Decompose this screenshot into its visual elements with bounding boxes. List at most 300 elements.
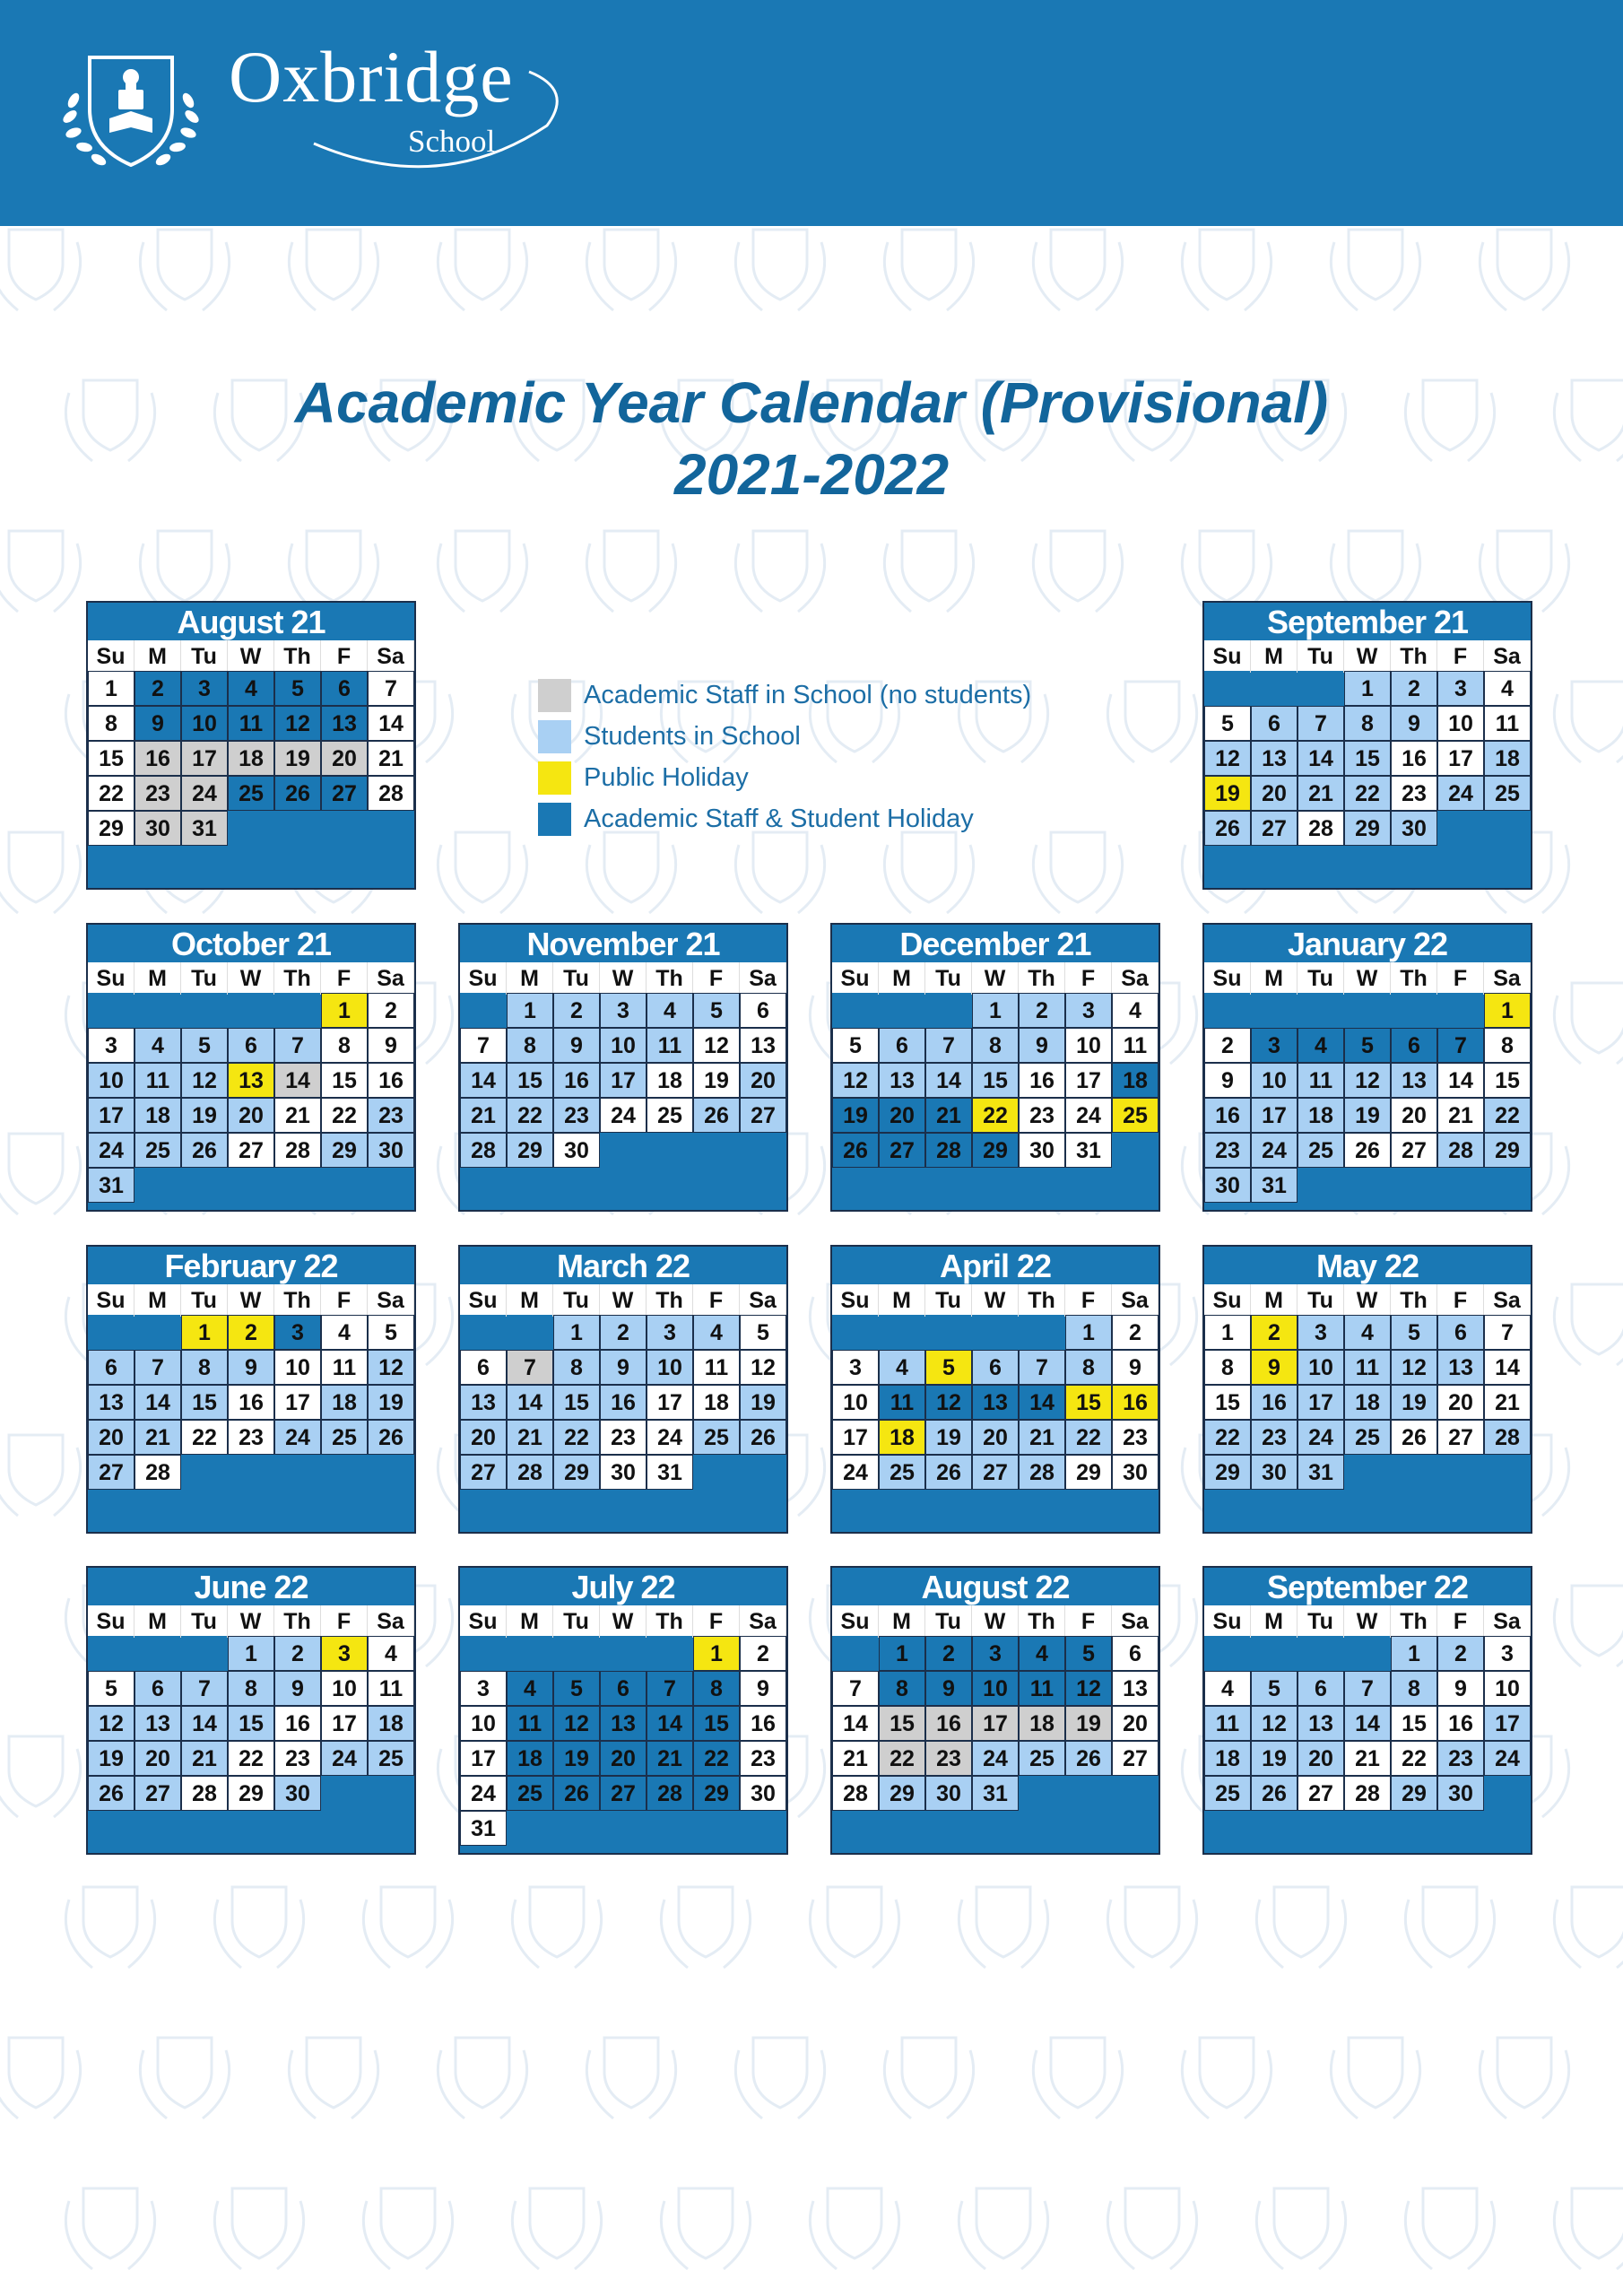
day-cell: 6 <box>1251 706 1298 741</box>
day-cell: 9 <box>1019 1028 1065 1063</box>
day-cell: 12 <box>1391 1350 1437 1385</box>
day-cell: 10 <box>321 1671 368 1706</box>
day-cell: 14 <box>1019 1385 1065 1420</box>
watermark-crest-icon <box>1033 230 1122 310</box>
day-grid <box>88 1315 414 1490</box>
day-cell: 16 <box>553 1063 600 1098</box>
day-cell: 11 <box>1112 1028 1159 1063</box>
day-cell: 23 <box>740 1741 786 1776</box>
weekday-label: Su <box>832 962 879 995</box>
weekday-header-row <box>88 1284 414 1315</box>
weekday-label: W <box>600 1284 647 1317</box>
day-cell: 1 <box>972 993 1019 1028</box>
day-cell: 20 <box>1112 1706 1159 1741</box>
day-cell: 6 <box>740 993 786 1028</box>
weekday-label: W <box>972 1284 1019 1317</box>
day-cell: 19 <box>368 1385 414 1420</box>
day-cell: 26 <box>1391 1420 1437 1455</box>
weekday-label: Su <box>88 640 135 673</box>
legend-label: Students in School <box>584 721 801 751</box>
day-cell: 29 <box>321 1133 368 1168</box>
weekday-label: W <box>228 640 274 673</box>
month-calendar <box>86 601 416 890</box>
day-cell: 17 <box>1065 1063 1112 1098</box>
weekday-label: M <box>135 640 181 673</box>
day-cell: 27 <box>135 1776 181 1811</box>
day-cell: 30 <box>1204 1168 1251 1203</box>
weekday-header-row <box>88 962 414 993</box>
day-cell: 14 <box>832 1706 879 1741</box>
day-cell: 15 <box>972 1063 1019 1098</box>
weekday-label: Tu <box>1298 640 1344 673</box>
day-cell: 3 <box>274 1315 321 1350</box>
month-title: August 22 <box>921 1569 1070 1605</box>
weekday-label: Su <box>1204 1605 1251 1638</box>
watermark-crest-icon <box>214 2188 303 2269</box>
legend-swatch <box>538 761 571 795</box>
day-cell: 26 <box>1251 1776 1298 1811</box>
day-cell: 19 <box>1344 1098 1391 1133</box>
watermark-crest-icon <box>438 2038 526 2118</box>
day-cell: 16 <box>228 1385 274 1420</box>
day-cell: 28 <box>1019 1455 1065 1490</box>
weekday-label: Sa <box>368 1284 414 1317</box>
day-cell: 9 <box>740 1671 786 1706</box>
day-cell: 16 <box>1204 1098 1251 1133</box>
day-cell: 4 <box>879 1350 925 1385</box>
day-cell: 1 <box>879 1636 925 1671</box>
day-cell: 13 <box>1298 1706 1344 1741</box>
day-cell: 17 <box>600 1063 647 1098</box>
watermark-crest-icon <box>438 832 526 913</box>
day-cell: 3 <box>647 1315 693 1350</box>
weekday-label: Sa <box>1484 1284 1531 1317</box>
watermark-crest-icon <box>65 2188 154 2269</box>
month-title: December 21 <box>899 926 1091 962</box>
empty-cell <box>507 1315 553 1350</box>
day-cell: 28 <box>925 1133 972 1168</box>
day-cell: 20 <box>879 1098 925 1133</box>
legend-item <box>538 716 1031 757</box>
day-cell: 21 <box>181 1741 228 1776</box>
school-crest-icon <box>54 47 208 185</box>
day-cell: 12 <box>553 1706 600 1741</box>
day-cell: 18 <box>1112 1063 1159 1098</box>
day-cell: 9 <box>135 706 181 741</box>
day-cell: 22 <box>1484 1098 1531 1133</box>
weekday-label: F <box>1065 1284 1112 1317</box>
day-cell: 28 <box>832 1776 879 1811</box>
watermark-crest-icon <box>0 1736 81 1817</box>
day-cell: 26 <box>740 1420 786 1455</box>
day-grid <box>1204 1315 1531 1490</box>
day-cell: 26 <box>1065 1741 1112 1776</box>
day-cell: 31 <box>1065 1133 1112 1168</box>
day-cell: 14 <box>925 1063 972 1098</box>
watermark-crest-icon <box>1107 682 1196 762</box>
day-cell: 5 <box>181 1028 228 1063</box>
weekday-label: F <box>321 1284 368 1317</box>
watermark-crest-icon <box>735 531 824 612</box>
empty-cell <box>1204 1636 1251 1671</box>
day-cell: 3 <box>88 1028 135 1063</box>
day-cell: 2 <box>925 1636 972 1671</box>
day-cell: 16 <box>368 1063 414 1098</box>
weekday-label: Su <box>88 1284 135 1317</box>
day-cell: 5 <box>832 1028 879 1063</box>
day-cell: 9 <box>600 1350 647 1385</box>
day-cell: 28 <box>368 776 414 811</box>
page-subtitle: 2021-2022 <box>673 442 950 507</box>
day-cell: 10 <box>600 1028 647 1063</box>
day-cell: 15 <box>1391 1706 1437 1741</box>
watermark-crest-icon <box>289 531 378 612</box>
day-cell: 27 <box>460 1455 507 1490</box>
watermark-crest-icon <box>1554 2188 1623 2269</box>
day-cell: 21 <box>1019 1420 1065 1455</box>
day-cell: 17 <box>274 1385 321 1420</box>
empty-cell <box>181 1636 228 1671</box>
weekday-label: Sa <box>368 1605 414 1638</box>
day-cell: 3 <box>1251 1028 1298 1063</box>
watermark-crest-icon <box>1256 1887 1345 1968</box>
day-cell: 27 <box>600 1776 647 1811</box>
day-cell: 6 <box>972 1350 1019 1385</box>
empty-cell <box>832 1636 879 1671</box>
weekday-label: Su <box>460 1605 507 1638</box>
weekday-label: Sa <box>1484 1605 1531 1638</box>
day-cell: 15 <box>1484 1063 1531 1098</box>
day-cell: 14 <box>135 1385 181 1420</box>
day-cell: 21 <box>135 1420 181 1455</box>
watermark-crest-icon <box>586 832 675 913</box>
day-cell: 19 <box>1204 776 1251 811</box>
weekday-label: Su <box>832 1284 879 1317</box>
day-cell: 30 <box>1391 811 1437 846</box>
watermark-crest-icon <box>438 531 526 612</box>
day-cell: 7 <box>1019 1350 1065 1385</box>
logo-subtitle: School <box>408 124 496 159</box>
day-cell: 18 <box>321 1385 368 1420</box>
day-cell: 24 <box>1251 1133 1298 1168</box>
day-cell: 7 <box>925 1028 972 1063</box>
day-cell: 30 <box>925 1776 972 1811</box>
day-cell: 22 <box>693 1741 740 1776</box>
empty-cell <box>1204 993 1251 1028</box>
watermark-crest-icon <box>1182 230 1271 310</box>
day-cell: 29 <box>1391 1776 1437 1811</box>
month-title: June 22 <box>194 1569 308 1605</box>
day-cell: 1 <box>88 671 135 706</box>
watermark-crest-icon <box>1033 832 1122 913</box>
weekday-label: Sa <box>1112 1605 1159 1638</box>
day-cell: 1 <box>1484 993 1531 1028</box>
month-calendar <box>86 923 416 1212</box>
day-cell: 23 <box>1204 1133 1251 1168</box>
day-cell: 6 <box>1437 1315 1484 1350</box>
day-cell: 2 <box>368 993 414 1028</box>
day-cell: 6 <box>321 671 368 706</box>
day-cell: 4 <box>135 1028 181 1063</box>
day-cell: 25 <box>321 1420 368 1455</box>
weekday-label: M <box>1251 962 1298 995</box>
day-cell: 4 <box>1112 993 1159 1028</box>
watermark-crest-icon <box>586 230 675 310</box>
day-cell: 24 <box>1065 1098 1112 1133</box>
day-cell: 25 <box>507 1776 553 1811</box>
day-cell: 7 <box>274 1028 321 1063</box>
day-cell: 16 <box>740 1706 786 1741</box>
day-cell: 21 <box>1298 776 1344 811</box>
day-cell: 28 <box>1437 1133 1484 1168</box>
page-title: Academic Year Calendar (Provisional) <box>294 370 1329 435</box>
watermark-crest-icon <box>140 230 229 310</box>
month-calendar <box>1202 923 1532 1212</box>
day-cell: 29 <box>1065 1455 1112 1490</box>
day-cell: 7 <box>1298 706 1344 741</box>
day-cell: 8 <box>228 1671 274 1706</box>
watermark-crest-icon <box>1480 531 1568 612</box>
empty-cell <box>1251 1636 1298 1671</box>
watermark-crest-icon <box>0 2038 81 2118</box>
weekday-label: M <box>507 1605 553 1638</box>
watermark-crest-icon <box>289 230 378 310</box>
day-cell: 30 <box>368 1133 414 1168</box>
day-cell: 26 <box>1204 811 1251 846</box>
day-cell: 23 <box>135 776 181 811</box>
day-cell: 2 <box>1251 1315 1298 1350</box>
day-cell: 9 <box>368 1028 414 1063</box>
watermark-crest-icon <box>214 1887 303 1968</box>
day-cell: 22 <box>972 1098 1019 1133</box>
day-cell: 16 <box>274 1706 321 1741</box>
day-cell: 20 <box>228 1098 274 1133</box>
day-cell: 20 <box>460 1420 507 1455</box>
month-calendar <box>86 1566 416 1855</box>
day-cell: 2 <box>228 1315 274 1350</box>
day-cell: 8 <box>507 1028 553 1063</box>
day-cell: 7 <box>368 671 414 706</box>
day-cell: 6 <box>879 1028 925 1063</box>
empty-cell <box>88 1636 135 1671</box>
day-cell: 9 <box>1437 1671 1484 1706</box>
day-grid <box>460 1315 786 1490</box>
weekday-label: Tu <box>1298 1605 1344 1638</box>
legend-label: Public Holiday <box>584 762 749 792</box>
weekday-label: M <box>1251 1605 1298 1638</box>
day-cell: 13 <box>1251 741 1298 776</box>
day-cell: 21 <box>460 1098 507 1133</box>
weekday-header-row <box>88 1605 414 1636</box>
day-cell: 30 <box>1251 1455 1298 1490</box>
day-cell: 2 <box>1112 1315 1159 1350</box>
watermark-crest-icon <box>65 1887 154 1968</box>
weekday-label: W <box>972 1605 1019 1638</box>
watermark-crest-icon <box>661 2188 750 2269</box>
day-cell: 19 <box>1391 1385 1437 1420</box>
day-cell: 1 <box>228 1636 274 1671</box>
day-cell: 11 <box>1019 1671 1065 1706</box>
legend-item <box>538 757 1031 798</box>
day-cell: 13 <box>1112 1671 1159 1706</box>
month-calendar <box>86 1245 416 1534</box>
day-cell: 14 <box>507 1385 553 1420</box>
day-cell: 20 <box>321 741 368 776</box>
day-cell: 30 <box>1112 1455 1159 1490</box>
day-cell: 10 <box>1484 1671 1531 1706</box>
watermark-crest-icon <box>363 1887 452 1968</box>
day-cell: 11 <box>693 1350 740 1385</box>
watermark-crest-icon <box>1182 531 1271 612</box>
day-cell: 25 <box>1204 1776 1251 1811</box>
weekday-header-row <box>1204 1605 1531 1636</box>
day-cell: 17 <box>1251 1098 1298 1133</box>
day-cell: 18 <box>1204 1741 1251 1776</box>
weekday-label: Tu <box>553 1284 600 1317</box>
watermark-crest-icon <box>1331 2038 1419 2118</box>
legend-label: Academic Staff & Student Holiday <box>584 804 974 833</box>
weekday-label: Sa <box>1112 962 1159 995</box>
day-cell: 28 <box>647 1776 693 1811</box>
legend-swatch <box>538 803 571 836</box>
day-cell: 10 <box>460 1706 507 1741</box>
watermark-crest-icon <box>959 1887 1047 1968</box>
day-cell: 26 <box>88 1776 135 1811</box>
day-cell: 13 <box>600 1706 647 1741</box>
weekday-label: Tu <box>925 962 972 995</box>
day-cell: 14 <box>647 1706 693 1741</box>
day-cell: 17 <box>1298 1385 1344 1420</box>
day-cell: 16 <box>1437 1706 1484 1741</box>
day-cell: 3 <box>321 1636 368 1671</box>
weekday-label: Th <box>1391 640 1437 673</box>
month-title: March 22 <box>556 1248 690 1284</box>
day-cell: 11 <box>647 1028 693 1063</box>
day-cell: 12 <box>274 706 321 741</box>
day-cell: 27 <box>879 1133 925 1168</box>
day-cell: 8 <box>321 1028 368 1063</box>
day-cell: 4 <box>647 993 693 1028</box>
day-cell: 16 <box>135 741 181 776</box>
day-cell: 8 <box>181 1350 228 1385</box>
day-cell: 30 <box>274 1776 321 1811</box>
day-cell: 31 <box>647 1455 693 1490</box>
day-cell: 23 <box>1251 1420 1298 1455</box>
day-cell: 8 <box>1344 706 1391 741</box>
weekday-header-row <box>460 1605 786 1636</box>
day-grid <box>1204 671 1531 846</box>
day-cell: 6 <box>1391 1028 1437 1063</box>
day-cell: 9 <box>1251 1350 1298 1385</box>
day-cell: 26 <box>368 1420 414 1455</box>
empty-cell <box>1298 1636 1344 1671</box>
day-cell: 24 <box>181 776 228 811</box>
weekday-label: Th <box>274 640 321 673</box>
day-cell: 11 <box>1204 1706 1251 1741</box>
day-cell: 8 <box>88 706 135 741</box>
day-cell: 17 <box>1484 1706 1531 1741</box>
day-cell: 22 <box>553 1420 600 1455</box>
day-cell: 5 <box>740 1315 786 1350</box>
day-cell: 1 <box>553 1315 600 1350</box>
weekday-label: Th <box>274 1284 321 1317</box>
day-cell: 25 <box>135 1133 181 1168</box>
weekday-label: W <box>600 1605 647 1638</box>
day-cell: 22 <box>879 1741 925 1776</box>
weekday-label: Sa <box>368 962 414 995</box>
empty-cell <box>1391 993 1437 1028</box>
empty-cell <box>600 1636 647 1671</box>
day-cell: 3 <box>460 1671 507 1706</box>
day-cell: 26 <box>693 1098 740 1133</box>
watermark-crest-icon <box>1033 2038 1122 2118</box>
day-cell: 2 <box>1019 993 1065 1028</box>
weekday-header-row <box>88 640 414 671</box>
day-cell: 28 <box>181 1776 228 1811</box>
month-calendar <box>830 923 1160 1212</box>
watermark-crest-icon <box>140 531 229 612</box>
day-cell: 5 <box>274 671 321 706</box>
day-cell: 29 <box>972 1133 1019 1168</box>
month-title: April 22 <box>939 1248 1052 1284</box>
day-cell: 5 <box>1251 1671 1298 1706</box>
day-cell: 13 <box>321 706 368 741</box>
day-cell: 17 <box>647 1385 693 1420</box>
day-cell: 15 <box>553 1385 600 1420</box>
day-cell: 1 <box>1065 1315 1112 1350</box>
day-cell: 19 <box>553 1741 600 1776</box>
day-cell: 12 <box>693 1028 740 1063</box>
day-cell: 18 <box>1344 1385 1391 1420</box>
watermark-crest-icon <box>1554 1887 1623 1968</box>
day-cell: 7 <box>460 1028 507 1063</box>
day-cell: 29 <box>1344 811 1391 846</box>
day-cell: 13 <box>879 1063 925 1098</box>
day-cell: 21 <box>925 1098 972 1133</box>
weekday-label: Sa <box>368 640 414 673</box>
legend <box>538 674 1031 839</box>
watermark-crest-icon <box>586 2038 675 2118</box>
day-cell: 3 <box>1437 671 1484 706</box>
day-cell: 12 <box>181 1063 228 1098</box>
weekday-label: F <box>1437 962 1484 995</box>
day-cell: 29 <box>1204 1455 1251 1490</box>
day-cell: 28 <box>507 1455 553 1490</box>
day-cell: 22 <box>1204 1420 1251 1455</box>
empty-cell <box>181 993 228 1028</box>
day-cell: 30 <box>1437 1776 1484 1811</box>
weekday-label: Tu <box>553 962 600 995</box>
month-calendar <box>1202 601 1532 890</box>
day-cell: 16 <box>1019 1063 1065 1098</box>
day-cell: 13 <box>1391 1063 1437 1098</box>
weekday-label: M <box>507 962 553 995</box>
weekday-label: F <box>1065 1605 1112 1638</box>
weekday-label: F <box>321 1605 368 1638</box>
day-cell: 20 <box>1251 776 1298 811</box>
day-cell: 5 <box>1391 1315 1437 1350</box>
day-cell: 20 <box>740 1063 786 1098</box>
watermark-crest-icon <box>289 2038 378 2118</box>
month-title: November 21 <box>526 926 720 962</box>
weekday-label: Th <box>1019 962 1065 995</box>
day-cell: 20 <box>135 1741 181 1776</box>
day-cell: 8 <box>693 1671 740 1706</box>
day-cell: 24 <box>1484 1741 1531 1776</box>
day-cell: 10 <box>1437 706 1484 741</box>
day-cell: 20 <box>972 1420 1019 1455</box>
day-cell: 17 <box>972 1706 1019 1741</box>
